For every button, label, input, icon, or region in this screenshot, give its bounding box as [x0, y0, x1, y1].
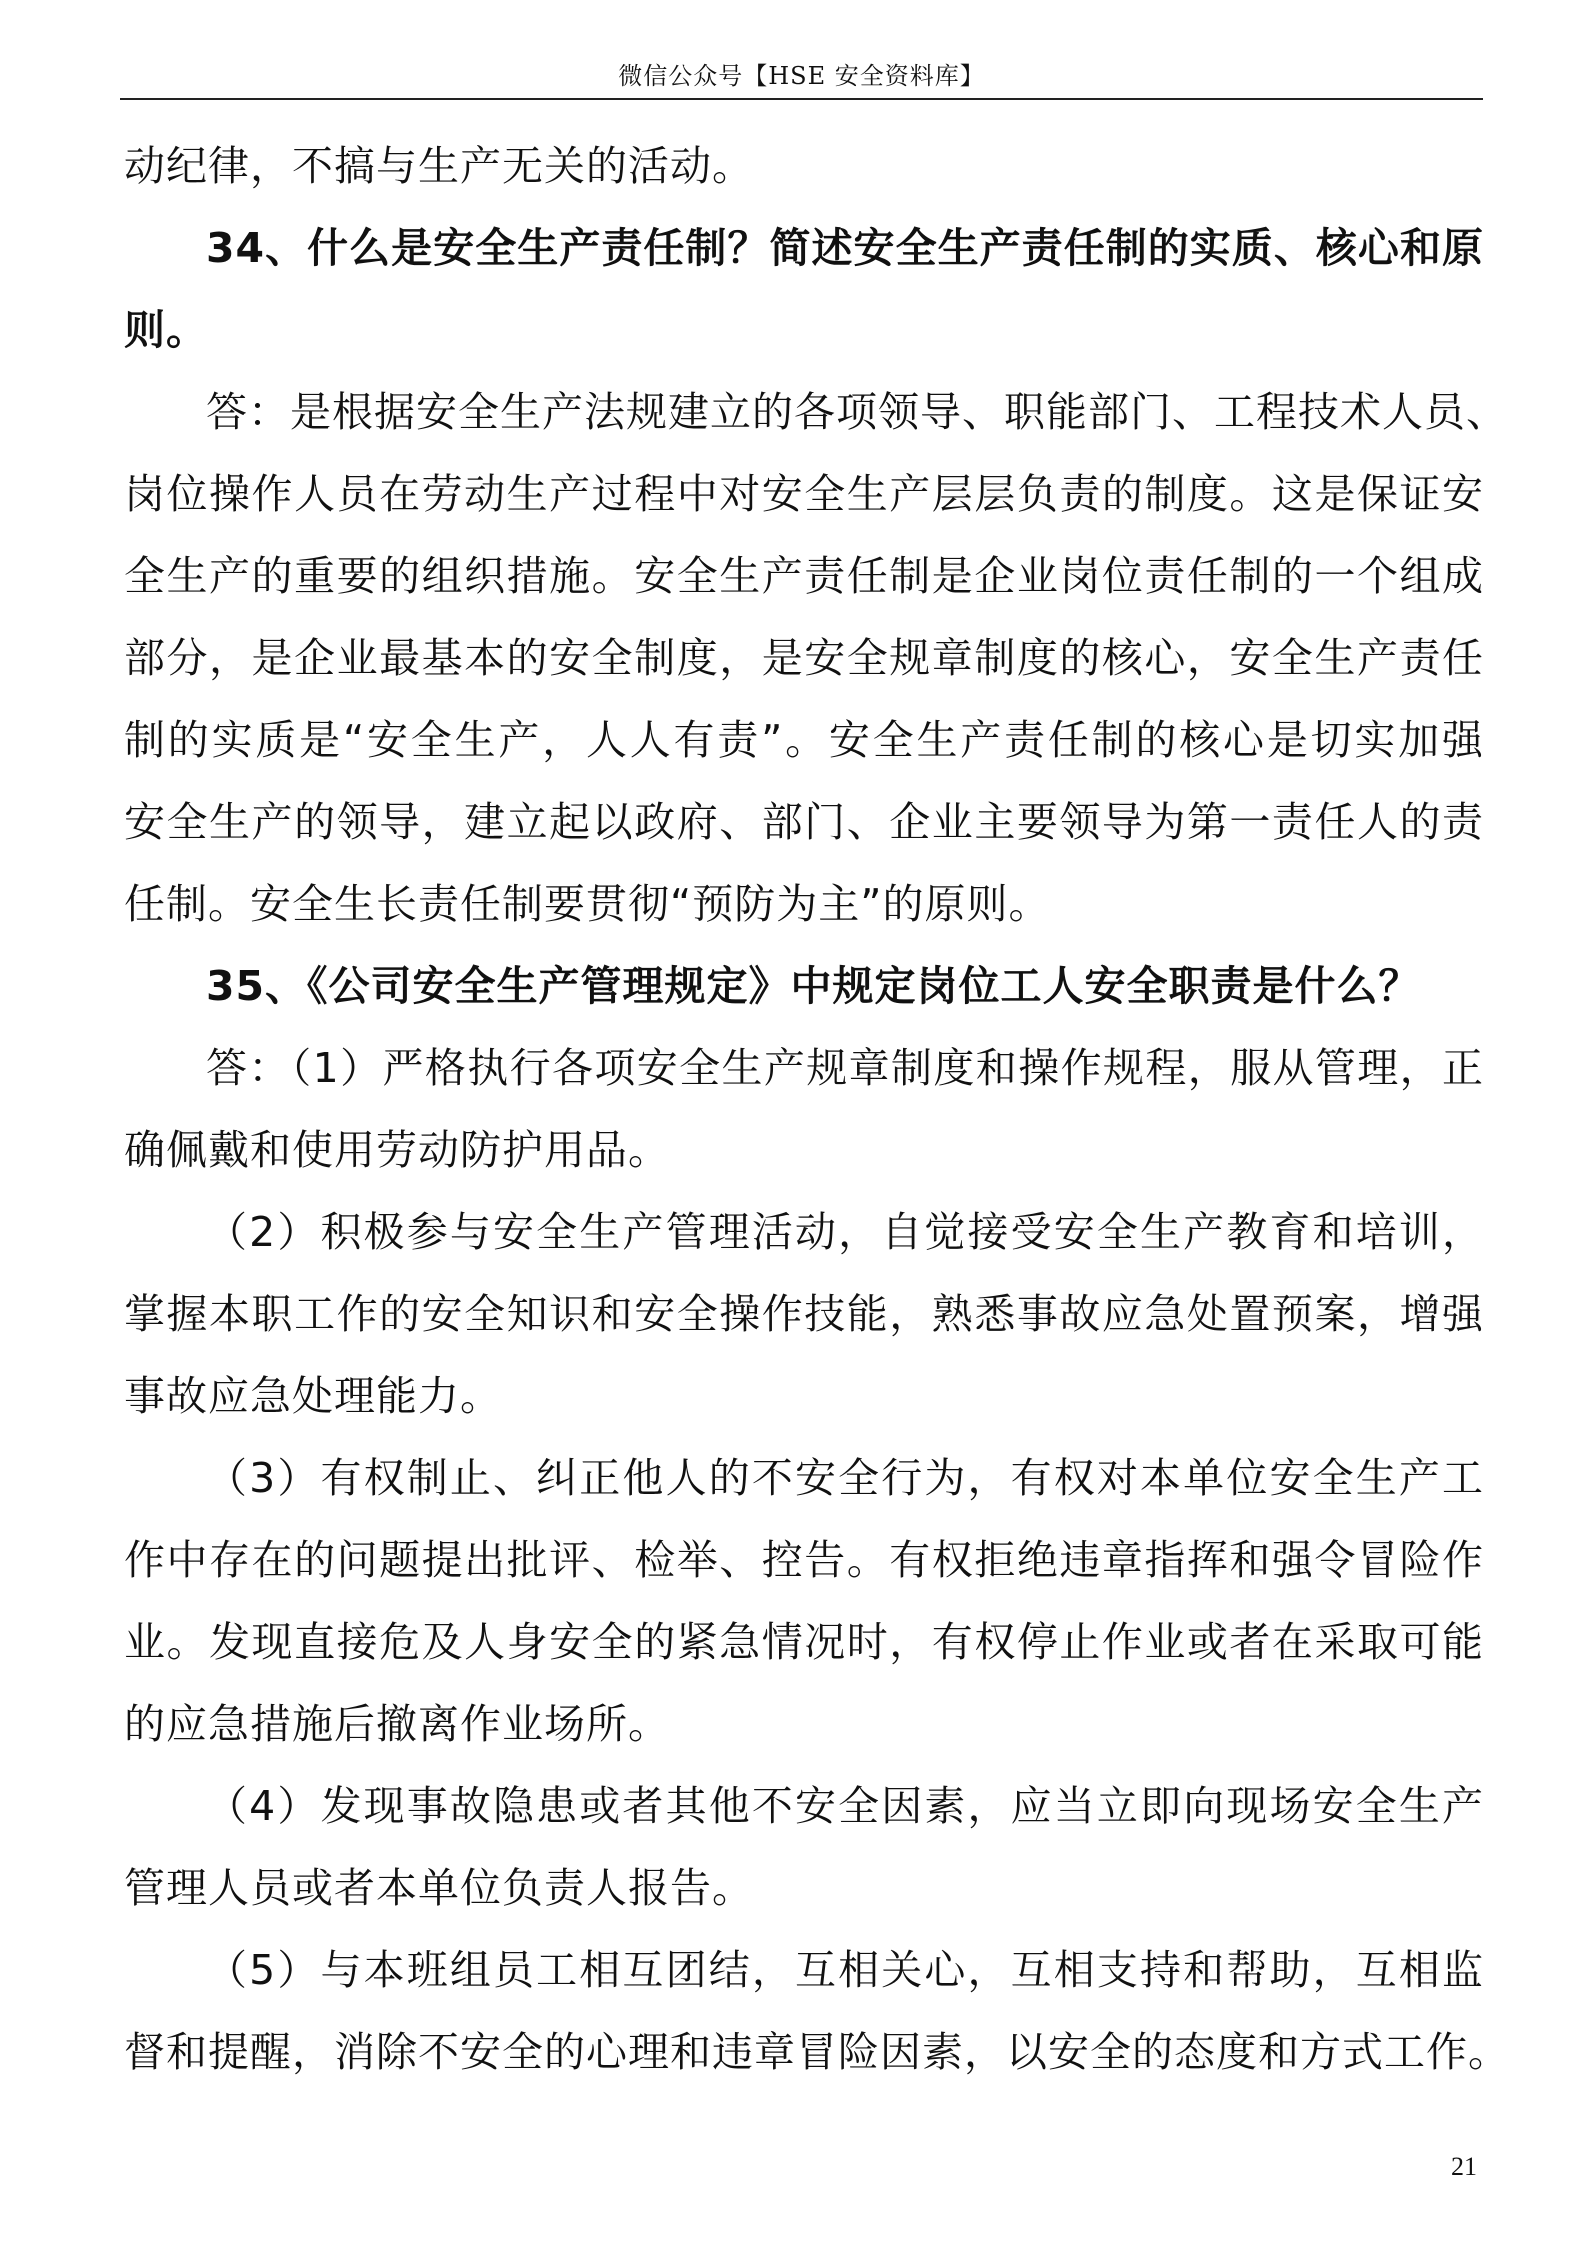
body-text-line: 业。发现直接危及人身安全的紧急情况时，有权停止作业或者在采取可能 [124, 1618, 1484, 1666]
body-text-line: （5）与本班组员工相互团结，互相关心，互相支持和帮助，互相监 [206, 1946, 1484, 1994]
page-number: 21 [1451, 2152, 1477, 2181]
body-text-line: 作中存在的问题提出批评、检举、控告。有权拒绝违章指挥和强令冒险作 [124, 1536, 1484, 1584]
body-text-line: （4）发现事故隐患或者其他不安全因素，应当立即向现场安全生产 [206, 1782, 1484, 1830]
body-text-line: 安全生产的领导，建立起以政府、部门、企业主要领导为第一责任人的责 [124, 798, 1484, 846]
body-text-line: 掌握本职工作的安全知识和安全操作技能，熟悉事故应急处置预案，增强 [124, 1290, 1484, 1338]
body-text-line: 的应急措施后撤离作业场所。 [124, 1700, 670, 1748]
page-header: 微信公众号【HSE 安全资料库】 [120, 54, 1483, 100]
body-text-line: 确佩戴和使用劳动防护用品。 [124, 1126, 670, 1174]
body-text-line: 管理人员或者本单位负责人报告。 [124, 1864, 754, 1912]
body-text-line: 动纪律，不搞与生产无关的活动。 [124, 142, 754, 190]
body-text-line: 督和提醒，消除不安全的心理和违章冒险因素，以安全的态度和方式工作。 [124, 2028, 1510, 2076]
body-text-line: 答：是根据安全生产法规建立的各项领导、职能部门、工程技术人员、 [206, 388, 1508, 436]
document-body [124, 125, 1510, 2093]
body-text-line: 岗位操作人员在劳动生产过程中对安全生产层层负责的制度。这是保证安 [124, 470, 1484, 518]
question-heading-line: 35、《公司安全生产管理规定》中规定岗位工人安全职责是什么？ [206, 962, 1421, 1010]
body-text-line: 部分，是企业最基本的安全制度，是安全规章制度的核心，安全生产责任 [124, 634, 1484, 682]
body-text-line: （3）有权制止、纠正他人的不安全行为，有权对本单位安全生产工 [206, 1454, 1484, 1502]
question-heading-line: 则。 [124, 306, 208, 354]
question-heading-line: 34、什么是安全生产责任制？简述安全生产责任制的实质、核心和原 [206, 224, 1484, 272]
body-text-line: 任制。安全生长责任制要贯彻“预防为主”的原则。 [124, 880, 1051, 928]
body-text-line: 事故应急处理能力。 [124, 1372, 502, 1420]
body-text-line: 全生产的重要的组织措施。安全生产责任制是企业岗位责任制的一个组成 [124, 552, 1484, 600]
body-text-line: 制的实质是“安全生产，人人有责”。安全生产责任制的核心是切实加强 [124, 716, 1484, 764]
body-text-line: 答：（1）严格执行各项安全生产规章制度和操作规程，服从管理，正 [206, 1044, 1484, 1092]
body-text-line: （2）积极参与安全生产管理活动，自觉接受安全生产教育和培训， [206, 1208, 1484, 1256]
